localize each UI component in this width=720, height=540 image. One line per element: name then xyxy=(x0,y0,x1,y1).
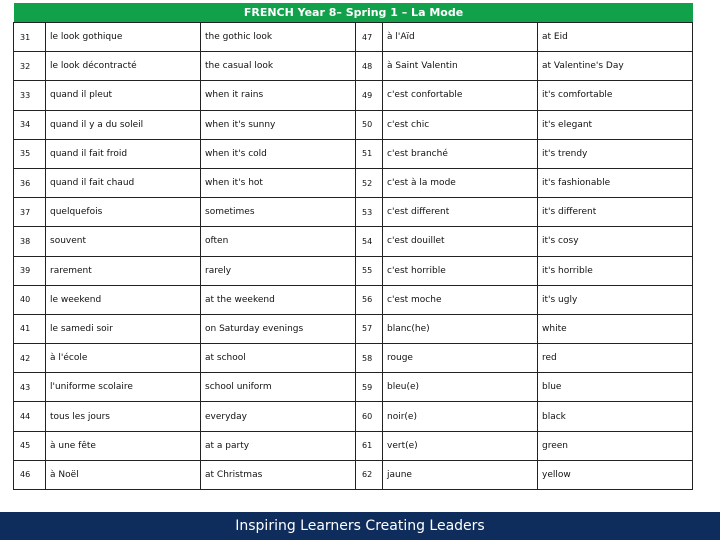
right-english-cell: white xyxy=(538,314,693,343)
right-french-cell: c'est horrible xyxy=(383,256,538,285)
left-english-cell: when it's cold xyxy=(201,139,356,168)
left-french-cell: quand il fait chaud xyxy=(46,168,201,197)
right-number-cell: 56 xyxy=(356,285,383,314)
left-french-cell: à l'école xyxy=(46,344,201,373)
left-number-cell: 36 xyxy=(14,168,46,197)
right-number-cell: 55 xyxy=(356,256,383,285)
right-number-cell: 59 xyxy=(356,373,383,402)
right-french-cell: blanc(he) xyxy=(383,314,538,343)
right-number-cell: 61 xyxy=(356,431,383,460)
left-number-cell: 37 xyxy=(14,198,46,227)
right-french-cell: à Saint Valentin xyxy=(383,52,538,81)
table-row xyxy=(14,344,693,373)
table-row xyxy=(14,139,693,168)
right-number-cell: 62 xyxy=(356,460,383,489)
footer-banner xyxy=(0,512,720,540)
right-french-cell: c'est douillet xyxy=(383,227,538,256)
left-french-cell: quelquefois xyxy=(46,198,201,227)
left-number-cell: 31 xyxy=(14,23,46,52)
left-french-cell: à Noël xyxy=(46,460,201,489)
left-number-cell: 33 xyxy=(14,81,46,110)
left-number-cell: 34 xyxy=(14,110,46,139)
left-number-cell: 35 xyxy=(14,139,46,168)
left-french-cell: le samedi soir xyxy=(46,314,201,343)
left-english-cell: the casual look xyxy=(201,52,356,81)
left-french-cell: le weekend xyxy=(46,285,201,314)
left-french-cell: quand il y a du soleil xyxy=(46,110,201,139)
right-french-cell: rouge xyxy=(383,344,538,373)
right-french-cell: c'est different xyxy=(383,198,538,227)
left-english-cell: the gothic look xyxy=(201,23,356,52)
right-number-cell: 52 xyxy=(356,168,383,197)
right-french-cell: jaune xyxy=(383,460,538,489)
vocabulary-table-body xyxy=(14,23,693,490)
right-english-cell: red xyxy=(538,344,693,373)
left-english-cell: school uniform xyxy=(201,373,356,402)
right-french-cell: à l'Aïd xyxy=(383,23,538,52)
left-number-cell: 45 xyxy=(14,431,46,460)
right-english-cell: it's cosy xyxy=(538,227,693,256)
right-english-cell: black xyxy=(538,402,693,431)
right-number-cell: 54 xyxy=(356,227,383,256)
left-english-cell: rarely xyxy=(201,256,356,285)
right-french-cell: noir(e) xyxy=(383,402,538,431)
table-row xyxy=(14,402,693,431)
right-english-cell: it's trendy xyxy=(538,139,693,168)
table-row xyxy=(14,431,693,460)
left-number-cell: 39 xyxy=(14,256,46,285)
table-row xyxy=(14,52,693,81)
table-row xyxy=(14,227,693,256)
right-french-cell: c'est confortable xyxy=(383,81,538,110)
left-number-cell: 46 xyxy=(14,460,46,489)
left-number-cell: 41 xyxy=(14,314,46,343)
table-row xyxy=(14,81,693,110)
right-english-cell: at Valentine's Day xyxy=(538,52,693,81)
table-row xyxy=(14,256,693,285)
right-french-cell: c'est branché xyxy=(383,139,538,168)
left-english-cell: often xyxy=(201,227,356,256)
left-french-cell: l'uniforme scolaire xyxy=(46,373,201,402)
left-number-cell: 38 xyxy=(14,227,46,256)
left-english-cell: when it's hot xyxy=(201,168,356,197)
left-number-cell: 44 xyxy=(14,402,46,431)
left-number-cell: 43 xyxy=(14,373,46,402)
left-french-cell: quand il pleut xyxy=(46,81,201,110)
table-row xyxy=(14,373,693,402)
right-french-cell: c'est moche xyxy=(383,285,538,314)
right-english-cell: it's fashionable xyxy=(538,168,693,197)
right-english-cell: it's comfortable xyxy=(538,81,693,110)
table-row xyxy=(14,198,693,227)
right-number-cell: 48 xyxy=(356,52,383,81)
left-number-cell: 40 xyxy=(14,285,46,314)
right-number-cell: 57 xyxy=(356,314,383,343)
left-english-cell: everyday xyxy=(201,402,356,431)
vocabulary-table xyxy=(13,22,693,490)
footer-slogan: Inspiring Learners Creating Leaders xyxy=(235,518,485,534)
left-french-cell: rarement xyxy=(46,256,201,285)
left-english-cell: at a party xyxy=(201,431,356,460)
left-french-cell: souvent xyxy=(46,227,201,256)
right-number-cell: 47 xyxy=(356,23,383,52)
right-english-cell: at Eid xyxy=(538,23,693,52)
left-english-cell: sometimes xyxy=(201,198,356,227)
right-english-cell: blue xyxy=(538,373,693,402)
left-number-cell: 32 xyxy=(14,52,46,81)
left-english-cell: at school xyxy=(201,344,356,373)
table-row xyxy=(14,168,693,197)
left-number-cell: 42 xyxy=(14,344,46,373)
table-row xyxy=(14,110,693,139)
left-english-cell: at the weekend xyxy=(201,285,356,314)
right-number-cell: 50 xyxy=(356,110,383,139)
right-english-cell: it's different xyxy=(538,198,693,227)
table-row xyxy=(14,460,693,489)
right-french-cell: c'est à la mode xyxy=(383,168,538,197)
right-number-cell: 60 xyxy=(356,402,383,431)
right-number-cell: 51 xyxy=(356,139,383,168)
right-french-cell: bleu(e) xyxy=(383,373,538,402)
left-english-cell: at Christmas xyxy=(201,460,356,489)
right-english-cell: it's horrible xyxy=(538,256,693,285)
table-row xyxy=(14,23,693,52)
right-french-cell: vert(e) xyxy=(383,431,538,460)
left-french-cell: tous les jours xyxy=(46,402,201,431)
right-number-cell: 58 xyxy=(356,344,383,373)
left-french-cell: quand il fait froid xyxy=(46,139,201,168)
left-french-cell: le look gothique xyxy=(46,23,201,52)
left-english-cell: when it rains xyxy=(201,81,356,110)
right-number-cell: 49 xyxy=(356,81,383,110)
page-title: FRENCH Year 8– Spring 1 – La Mode xyxy=(14,3,693,23)
right-english-cell: it's elegant xyxy=(538,110,693,139)
right-english-cell: green xyxy=(538,431,693,460)
left-french-cell: à une fête xyxy=(46,431,201,460)
right-english-cell: yellow xyxy=(538,460,693,489)
left-english-cell: when it's sunny xyxy=(201,110,356,139)
table-row xyxy=(14,285,693,314)
table-row xyxy=(14,314,693,343)
left-english-cell: on Saturday evenings xyxy=(201,314,356,343)
right-english-cell: it's ugly xyxy=(538,285,693,314)
left-french-cell: le look décontracté xyxy=(46,52,201,81)
right-number-cell: 53 xyxy=(356,198,383,227)
right-french-cell: c'est chic xyxy=(383,110,538,139)
